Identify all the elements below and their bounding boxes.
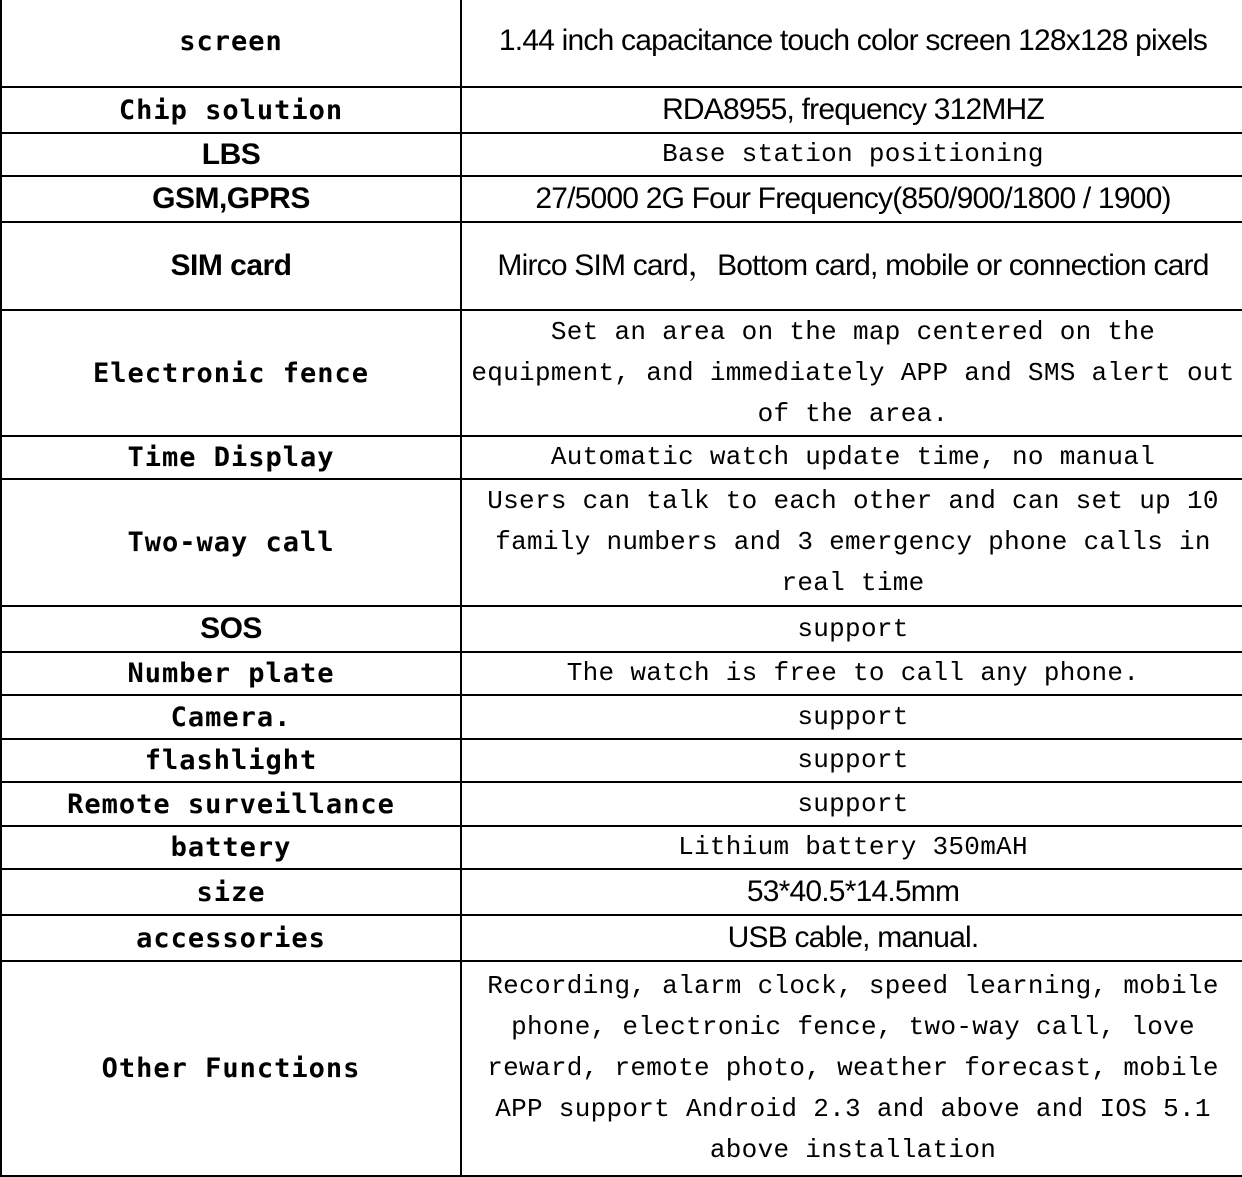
spec-value: 1.44 inch capacitance touch color screen 128x128 pixels xyxy=(461,0,1242,87)
spec-label: GSM,GPRS xyxy=(1,176,461,222)
table-row xyxy=(1,961,1242,1176)
spec-value: USB cable, manual. xyxy=(461,915,1242,961)
spec-label: Two-way call xyxy=(1,479,461,606)
spec-value: Mirco SIM card，Bottom card, mobile or connection card xyxy=(461,222,1242,310)
spec-label: Number plate xyxy=(1,652,461,695)
spec-value: Users can talk to each other and can set up 10 family numbers and 3 emergency phone calls in real time xyxy=(461,479,1242,606)
spec-label: flashlight xyxy=(1,739,461,782)
spec-value: Automatic watch update time, no manual xyxy=(461,436,1242,479)
spec-value: RDA8955, frequency 312MHZ xyxy=(461,87,1242,133)
spec-value: support xyxy=(461,782,1242,826)
table-row xyxy=(1,915,1242,961)
spec-value: Lithium battery 350mAH xyxy=(461,826,1242,869)
spec-label: Time Display xyxy=(1,436,461,479)
table-row xyxy=(1,606,1242,652)
spec-label: battery xyxy=(1,826,461,869)
spec-label: Chip solution xyxy=(1,87,461,133)
table-row xyxy=(1,739,1242,782)
table-row xyxy=(1,310,1242,436)
spec-value: Base station positioning xyxy=(461,133,1242,176)
spec-label: Remote surveillance xyxy=(1,782,461,826)
spec-value: 53*40.5*14.5mm xyxy=(461,869,1242,915)
spec-label: LBS xyxy=(1,133,461,176)
spec-label: accessories xyxy=(1,915,461,961)
spec-value: The watch is free to call any phone. xyxy=(461,652,1242,695)
spec-label: Other Functions xyxy=(1,961,461,1176)
table-row xyxy=(1,436,1242,479)
spec-value: Set an area on the map centered on the equipment, and immediately APP and SMS alert out of the area. xyxy=(461,310,1242,436)
table-row xyxy=(1,695,1242,739)
spec-label: SOS xyxy=(1,606,461,652)
spec-value: support xyxy=(461,606,1242,652)
spec-value: Recording, alarm clock, speed learning, mobile phone, electronic fence, two-way call, love reward, remote photo, weather forecast, mobile APP support Android 2.3 and above and IOS 5.1 above installation xyxy=(461,961,1242,1176)
spec-label: size xyxy=(1,869,461,915)
table-row xyxy=(1,869,1242,915)
table-row xyxy=(1,176,1242,222)
spec-label: SIM card xyxy=(1,222,461,310)
table-row xyxy=(1,133,1242,176)
spec-value: support xyxy=(461,695,1242,739)
spec-label: screen xyxy=(1,0,461,87)
table-row xyxy=(1,0,1242,87)
table-row xyxy=(1,826,1242,869)
table-row xyxy=(1,652,1242,695)
spec-label: Camera. xyxy=(1,695,461,739)
spec-value: 27/5000 2G Four Frequency(850/900/1800 / 1900) xyxy=(461,176,1242,222)
table-row xyxy=(1,87,1242,133)
table-row xyxy=(1,479,1242,606)
spec-value: support xyxy=(461,739,1242,782)
spec-label: Electronic fence xyxy=(1,310,461,436)
table-row xyxy=(1,782,1242,826)
table-row xyxy=(1,222,1242,310)
